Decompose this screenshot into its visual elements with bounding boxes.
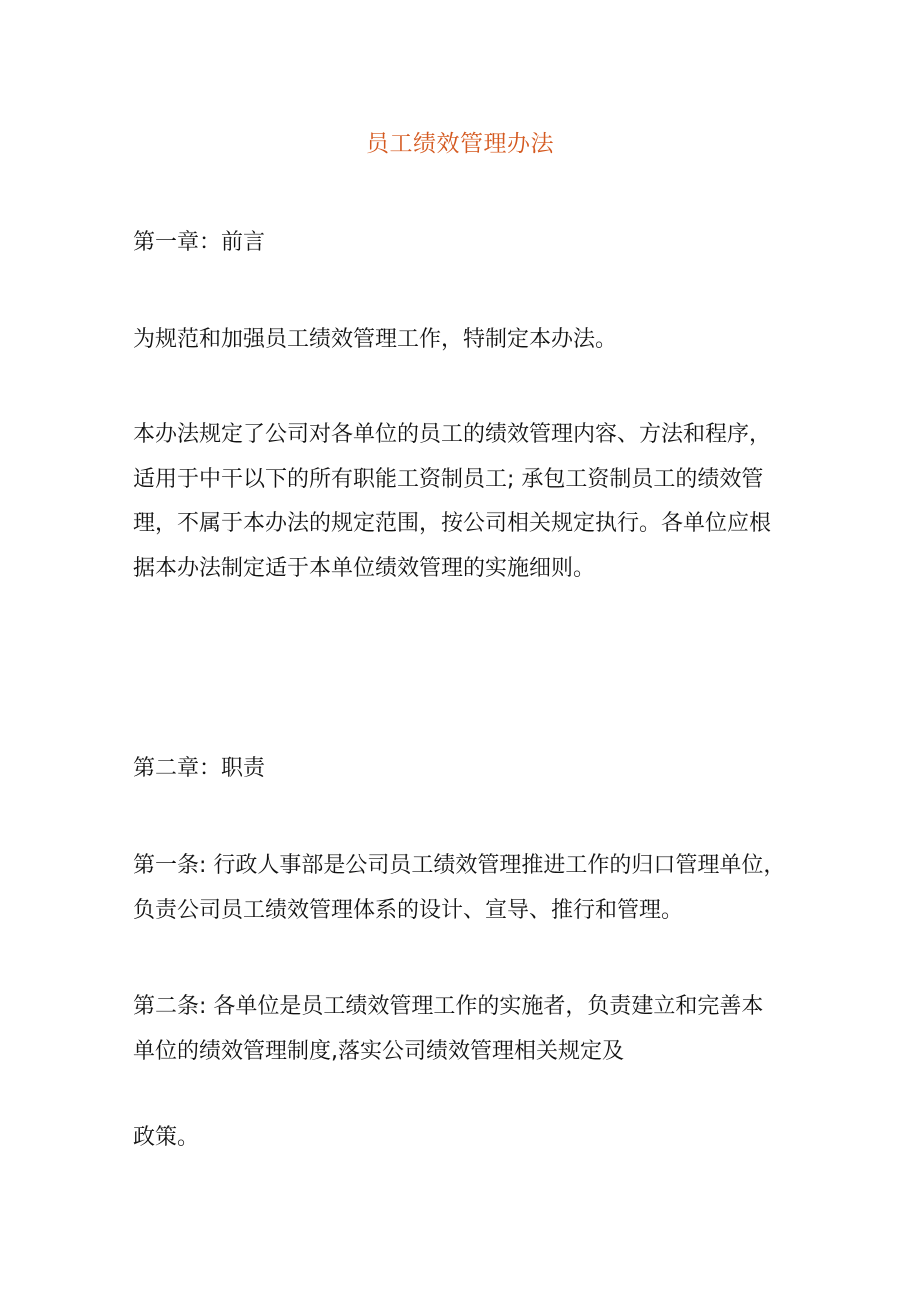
article-2 — [133, 985, 798, 1074]
chapter-2-heading: 第二章：职责 — [133, 756, 266, 781]
chapter-1-paragraph-2 — [133, 413, 798, 591]
paragraph-line: 据本办法制定适于本单位绩效管理的实施细则。 — [133, 555, 596, 581]
paragraph-line: 适用于中干以下的所有职能工资制员工; 承包工资制员工的绩效管 — [133, 466, 764, 492]
chapter-1-heading: 第一章：前言 — [133, 230, 266, 255]
chapter-1-paragraph-1 — [133, 318, 798, 363]
paragraph-line: 为规范和加强员工绩效管理工作，特制定本办法。 — [133, 327, 618, 352]
paragraph-line: 政策。 — [133, 1125, 200, 1150]
paragraph-line: 负责公司员工绩效管理体系的设计、宣导、推行和管理。 — [133, 897, 684, 923]
paragraph-line: 本办法规定了公司对各单位的员工的绩效管理内容、方法和程序， — [133, 422, 772, 447]
article-2-continuation — [133, 1116, 798, 1161]
paragraph-line: 理，不属于本办法的规定范围，按公司相关规定执行。各单位应根 — [133, 511, 772, 536]
paragraph-line: 第二条: 各单位是员工绩效管理工作的实施者，负责建立和完善本 — [133, 994, 764, 1019]
paragraph-line: 第一条: 行政人事部是公司员工绩效管理推进工作的归口管理单位， — [133, 853, 786, 878]
document-title: 员工绩效管理办法 — [366, 131, 554, 157]
paragraph-line: 单位的绩效管理制度,落实公司绩效管理相关规定及 — [133, 1038, 624, 1064]
article-1 — [133, 844, 798, 933]
